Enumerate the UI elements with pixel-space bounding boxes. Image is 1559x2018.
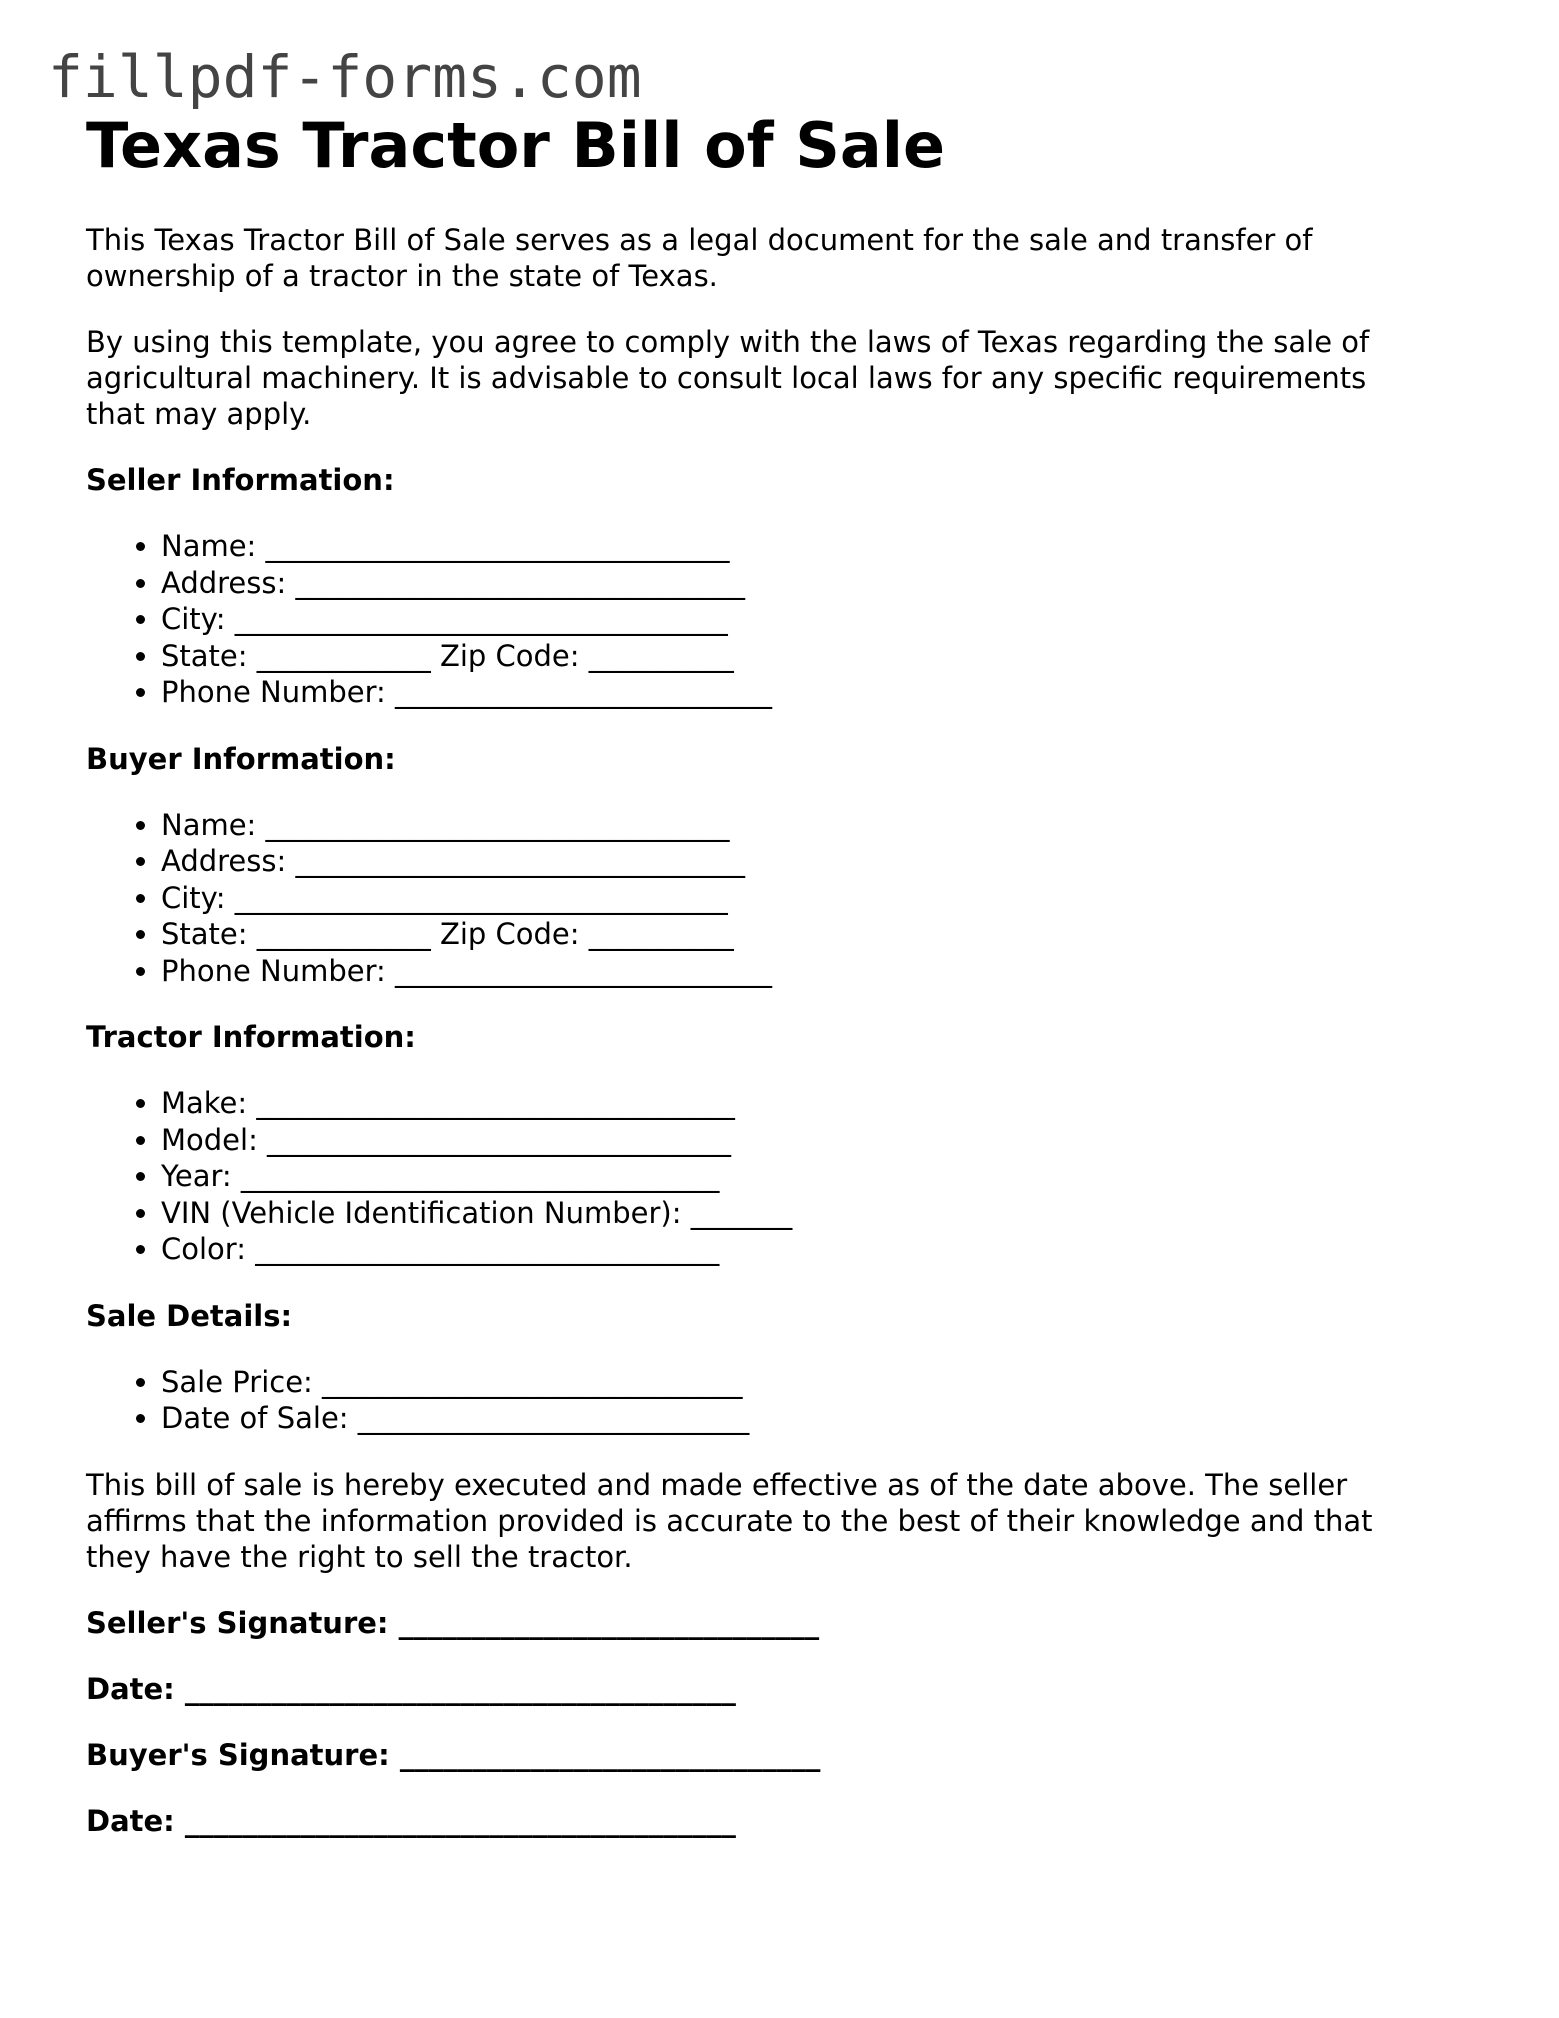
buyer-address-field[interactable]: • Address: _______________________________: [161, 843, 1486, 880]
sale-date-field[interactable]: • Date of Sale: ___________________________: [161, 1400, 1486, 1437]
tractor-make-field[interactable]: • Make: _________________________________: [161, 1085, 1486, 1122]
intro-p2-line-1: By using this template, you agree to comply with the laws of Texas regarding the sale of: [86, 325, 1370, 359]
tractor-vin-field[interactable]: • VIN (Vehicle Identification Number): _______: [161, 1195, 1486, 1232]
buyer-name-field[interactable]: • Name: ________________________________: [161, 807, 1486, 844]
document-body: [86, 108, 1486, 1839]
seller-heading: Seller Information:: [86, 463, 395, 497]
seller-signature-field[interactable]: Seller's Signature: _____________________________: [86, 1605, 820, 1640]
intro-paragraph-1: [86, 222, 1486, 294]
buyer-city-field[interactable]: • City: __________________________________: [161, 880, 1486, 917]
tractor-year-field[interactable]: • Year: _________________________________: [161, 1158, 1486, 1195]
closing-line-3: they have the right to sell the tractor.: [86, 1539, 633, 1574]
seller-list: [86, 528, 1486, 711]
seller-city-field[interactable]: • City: __________________________________: [161, 601, 1486, 638]
seller-name-field[interactable]: • Name: ________________________________: [161, 528, 1486, 565]
intro-p2-line-2: agricultural machinery. It is advisable to consult local laws for any specific requirements: [86, 361, 1367, 395]
seller-state-zip-field[interactable]: • State: ____________ Zip Code: __________: [161, 638, 1486, 675]
intro-p1-line-1: This Texas Tractor Bill of Sale serves as a legal document for the sale and transfer of: [86, 223, 1313, 257]
closing-line-2: affirms that the information provided is accurate to the best of their knowledge and that: [86, 1503, 1373, 1538]
page-title: Texas Tractor Bill of Sale: [86, 109, 946, 182]
seller-date-field[interactable]: Date: ______________________________________: [86, 1671, 736, 1706]
buyer-state-zip-field[interactable]: • State: ____________ Zip Code: __________: [161, 916, 1486, 953]
tractor-color-field[interactable]: • Color: ________________________________: [161, 1231, 1486, 1268]
buyer-list: [86, 807, 1486, 990]
closing-line-1: This bill of sale is hereby executed and made effective as of the date above. The seller: [86, 1467, 1348, 1502]
intro-paragraph-2: [86, 324, 1486, 432]
tractor-list: [86, 1085, 1486, 1268]
intro-p2-line-3: that may apply.: [86, 397, 312, 431]
seller-phone-field[interactable]: • Phone Number: __________________________: [161, 674, 1486, 711]
sale-heading: Sale Details:: [86, 1298, 293, 1333]
sale-list: [86, 1364, 1486, 1437]
watermark: fillpdf-forms.com: [48, 43, 642, 111]
buyer-heading: Buyer Information:: [86, 741, 396, 776]
tractor-heading: Tractor Information:: [86, 1020, 416, 1054]
intro-p1-line-2: ownership of a tractor in the state of Texas.: [86, 259, 718, 293]
buyer-phone-field[interactable]: • Phone Number: __________________________: [161, 953, 1486, 990]
buyer-date-field[interactable]: Date: ______________________________________: [86, 1803, 736, 1838]
tractor-model-field[interactable]: • Model: ________________________________: [161, 1122, 1486, 1159]
buyer-signature-field[interactable]: Buyer's Signature: _____________________________: [86, 1737, 821, 1772]
sale-price-field[interactable]: • Sale Price: _____________________________: [161, 1364, 1486, 1401]
seller-address-field[interactable]: • Address: _______________________________: [161, 565, 1486, 602]
closing-paragraph: [86, 1467, 1486, 1575]
